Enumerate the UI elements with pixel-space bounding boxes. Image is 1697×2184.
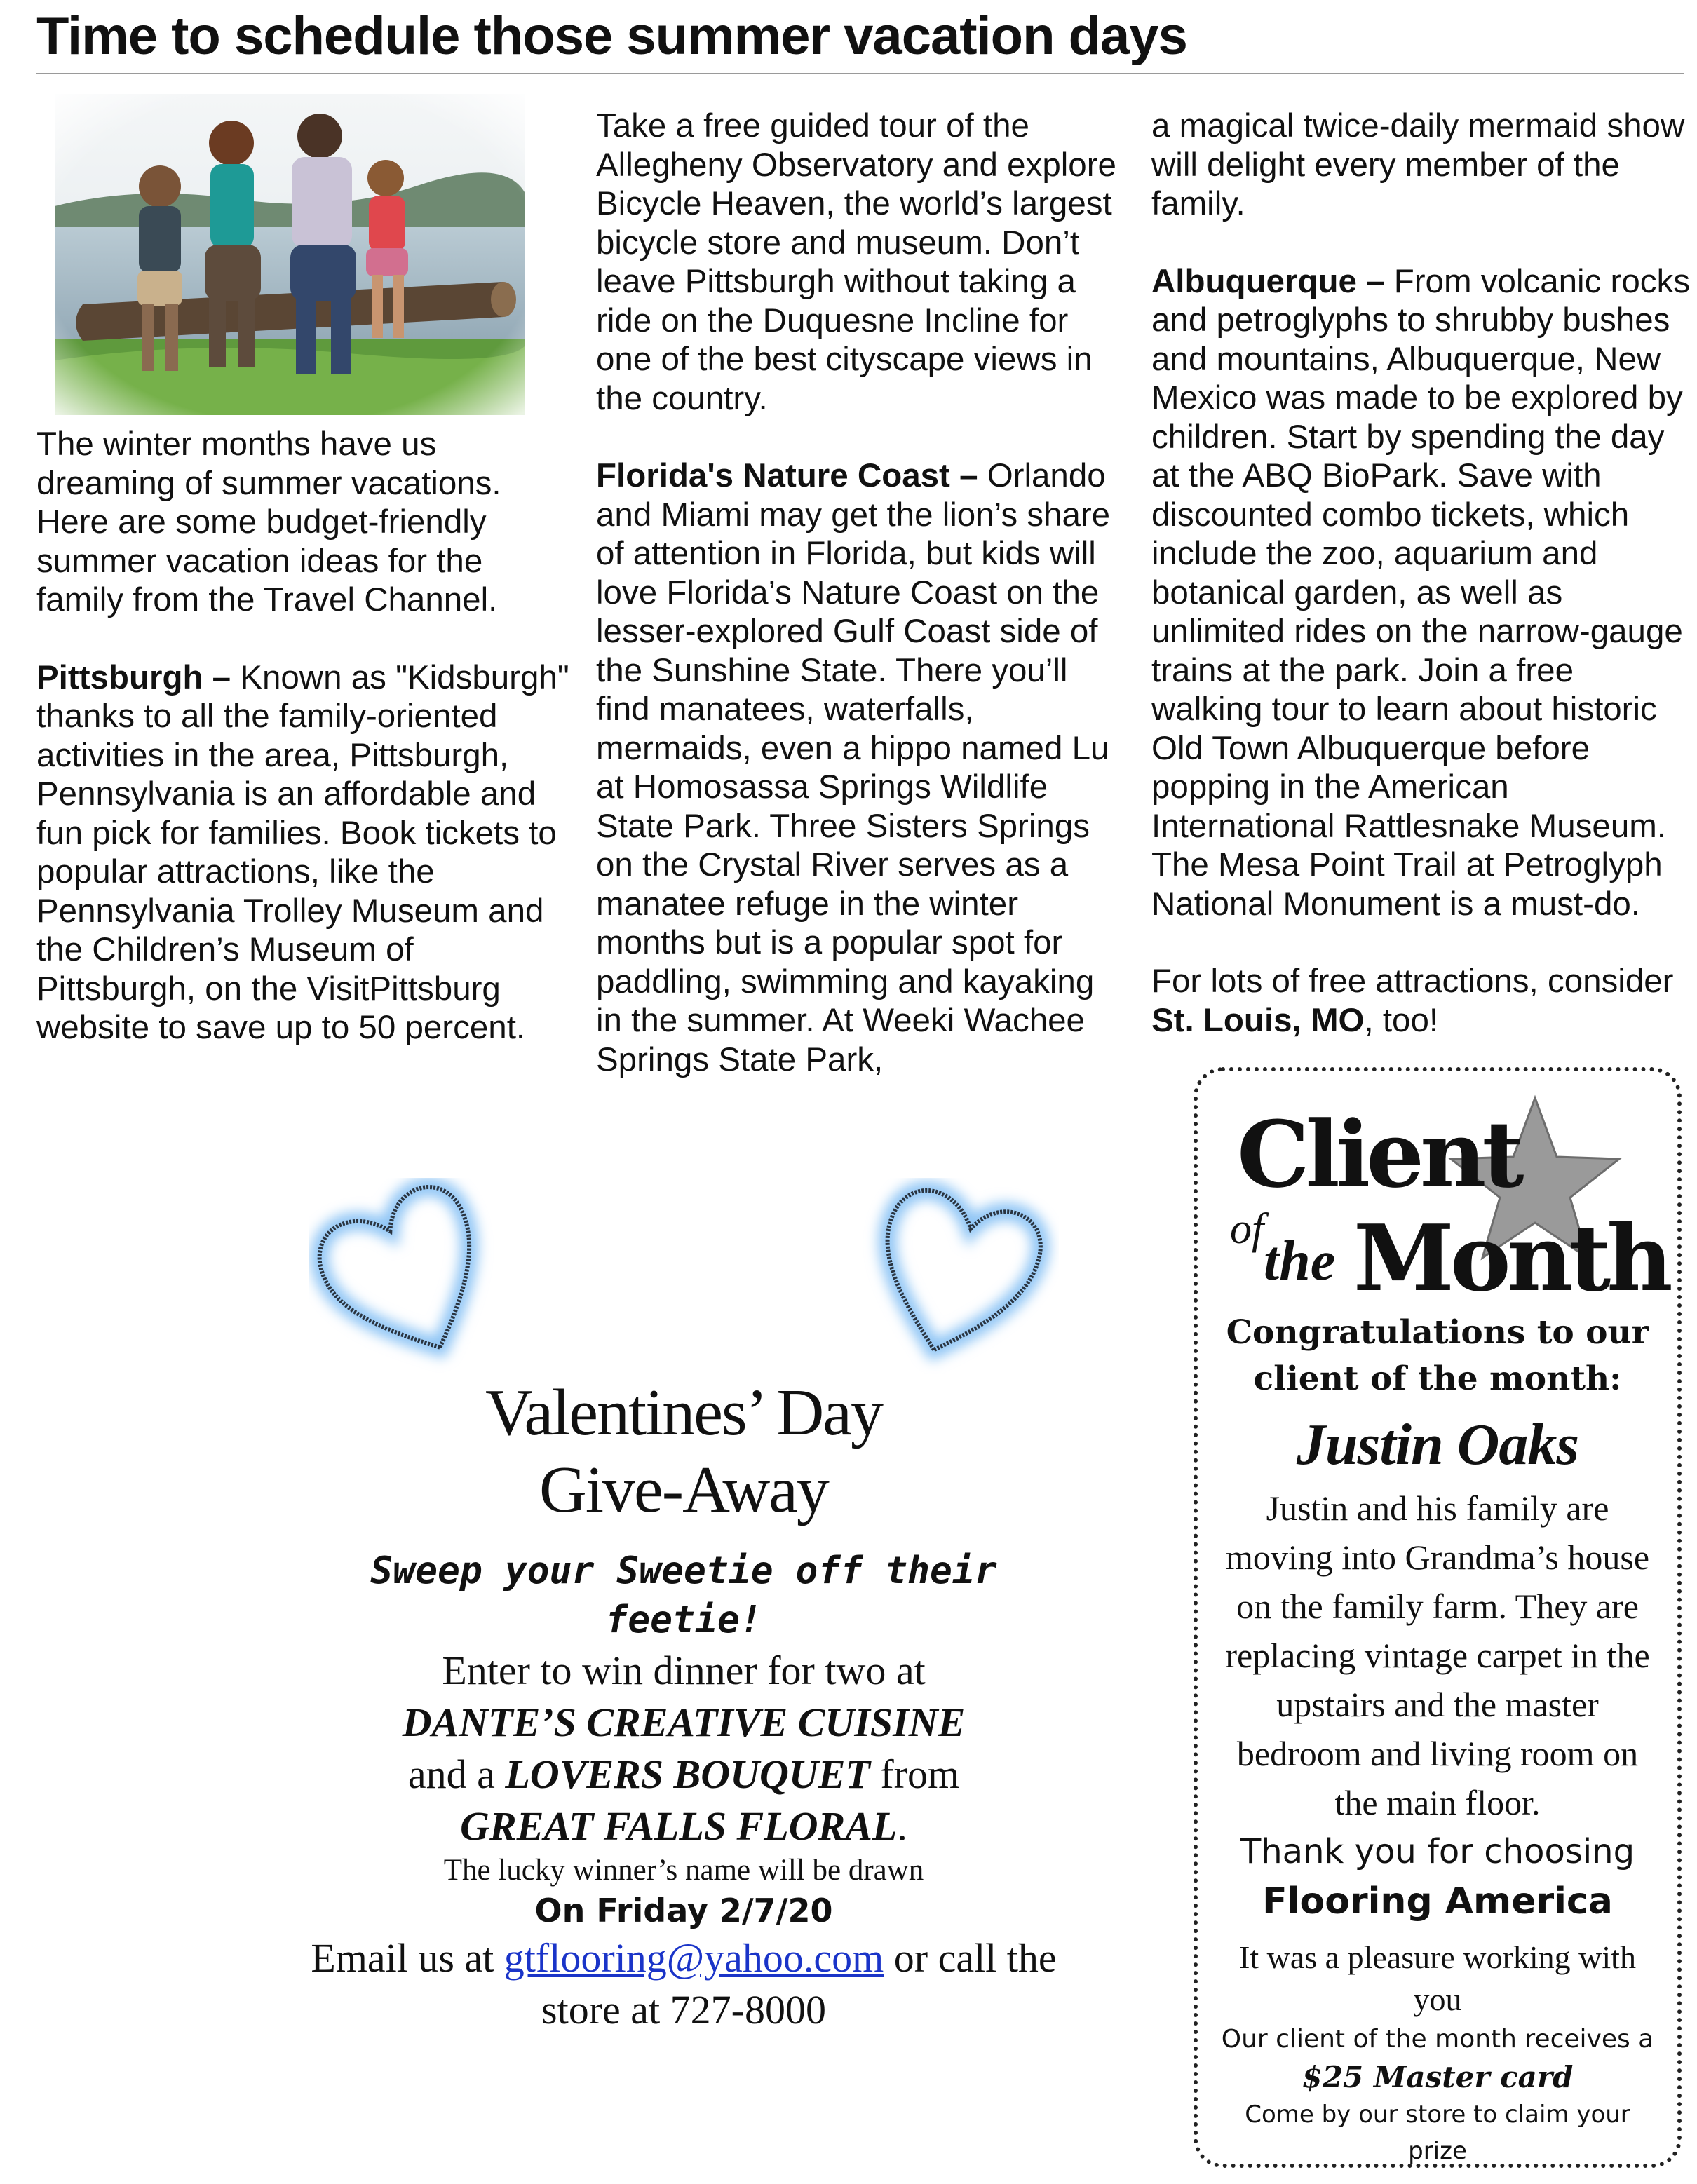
st-louis-post: , too! <box>1364 1001 1439 1039</box>
valentine-email-pre: Email us at <box>311 1935 504 1981</box>
florida-text: Orlando and Miami may get the lion’s share of attention in Florida, but kids will love Florida’s Nature Coast on the lesser-explored Gulf Coast side of the Sunshine State. There you’ll find manatees, waterfalls, mermaids, even a hippo named Lu at Homosassa Springs Wildlife State Park. Three Sisters Springs on the Crystal River serves as a manatee refuge in the winter months but is a popular spot for paddling, swimming and kayaking in the summer. At Weeki Wachee Springs State Park, <box>596 457 1111 1078</box>
st-louis-name: St. Louis, MO <box>1151 1001 1365 1039</box>
headline-rule <box>36 73 1684 74</box>
florida-continued: a magical twice-daily mermaid show will delight every member of the family. <box>1151 107 1685 222</box>
thanks-text: Thank you for choosing <box>1240 1832 1635 1871</box>
intro-paragraph: The winter months have us dreaming of summer vacations. Here are some budget-friendly summer vacation ideas for the family from the Travel Channel. <box>36 426 501 618</box>
albuquerque-paragraph <box>1151 262 1691 924</box>
valentine-email-post: or call the <box>884 1935 1057 1981</box>
valentine-florist: GREAT FALLS FLORAL <box>460 1803 898 1849</box>
client-name: Justin Oaks <box>1296 1412 1579 1477</box>
st-louis-paragraph <box>1151 962 1691 1040</box>
florida-paragraph <box>596 456 1129 1079</box>
congrats-text: Congratulations to our client of the month: <box>1226 1313 1649 1398</box>
article-column-2 <box>596 107 1129 1118</box>
article-column-1 <box>36 425 576 1086</box>
valentine-bouquet: LOVERS BOUQUET <box>505 1751 870 1797</box>
valentine-giveaway <box>302 1374 1066 2036</box>
valentine-florist-line <box>302 1800 1066 1852</box>
client-description: Justin and his family are moving into Grandma’s house on the family farm. They are replacing vintage carpet in the upstairs and the master bedroom and living room on the main floor. <box>1225 1488 1650 1822</box>
pittsburgh-continued: Take a free guided tour of the Allegheny Observatory and explore Bicycle Heaven, the world’s largest bicycle store and museum. Don’t leave Pittsburgh without taking a ride on the Duquesne Incline for one of the best cityscape views in the country. <box>596 107 1116 417</box>
florida-heading: Florida's Nature Coast – <box>596 457 978 494</box>
pittsburgh-paragraph <box>36 658 576 1047</box>
valentine-tagline: Sweep your Sweetie off their feetie! <box>370 1549 997 1641</box>
article-headline: Time to schedule those summer vacation days <box>36 6 1187 66</box>
albuquerque-text: From volcanic rocks and petroglyphs to shrubby bushes and mountains, Albuquerque, New Mexico was made to be explored by children. Start by spending the day at the ABQ BioPark. Save with discounted combo tickets, which include the zoo, aquarium and botanical garden, as well as unlimited rides on the narrow-gauge trains at the park. Join a free walking tour to learn about historic Old Town Albuquerque before popping in the American International Rattlesnake Museum. The Mesa Point Trail at Petroglyph National Monument is a must-do. <box>1151 262 1691 923</box>
email-link[interactable]: gtflooring@yahoo.com <box>503 1935 884 1981</box>
logo-month: Month <box>1353 1205 1669 1312</box>
valentine-restaurant: DANTE’S CREATIVE CUISINE <box>402 1700 966 1745</box>
article-column-3 <box>1151 107 1691 1078</box>
heart-icon <box>309 1178 512 1374</box>
receives-text: Our client of the month receives a <box>1221 2025 1654 2054</box>
client-of-month-logo <box>1223 1092 1669 1324</box>
brand-name: Flooring America <box>1262 1880 1613 1922</box>
albuquerque-heading: Albuquerque – <box>1151 262 1385 300</box>
valentine-bouquet-line <box>302 1749 1066 1800</box>
valentine-from: from <box>870 1751 960 1797</box>
valentine-title <box>302 1374 1066 1528</box>
valentine-contact-line <box>302 1932 1066 1984</box>
valentine-title-line1: Valentines’ Day <box>485 1376 882 1449</box>
valentine-date: On Friday 2/7/20 <box>534 1892 833 1929</box>
logo-of: of <box>1230 1205 1264 1253</box>
family-photo <box>55 94 525 415</box>
client-of-month-box <box>1194 1067 1682 2168</box>
valentine-title-line2: Give-Away <box>539 1453 828 1526</box>
pittsburgh-text: Known as "Kidsburgh" thanks to all the family-oriented activities in the area, Pittsburgh, Pennsylvania is an affordable and fun pick for families. Book tickets to popular attractions, like the Pennsylvania Trolley Museum and the Children’s Museum of Pittsburgh, on the VisitPittsburg website to save up to 50 percent. <box>36 658 569 1046</box>
valentine-phone-line: store at 727-8000 <box>541 1987 826 2033</box>
valentine-and-a: and a <box>407 1751 506 1797</box>
logo-the: the <box>1264 1230 1336 1292</box>
st-louis-pre: For lots of free attractions, consider <box>1151 963 1674 1000</box>
valentine-enter-text: Enter to win dinner for two at <box>442 1648 926 1693</box>
prize-text: $25 Master card <box>1302 2060 1574 2094</box>
client-of-month-body <box>1212 1310 1663 2169</box>
pleasure-text: It was a pleasure working with you <box>1239 1939 1636 2017</box>
logo-client: Client <box>1237 1101 1520 1208</box>
valentine-drawn-text: The lucky winner’s name will be drawn <box>443 1854 924 1887</box>
valentine-period: . <box>897 1803 907 1849</box>
heart-icon <box>856 1178 1059 1374</box>
claim-text: Come by our store to claim your prize <box>1245 2101 1630 2165</box>
pittsburgh-heading: Pittsburgh – <box>36 658 231 696</box>
